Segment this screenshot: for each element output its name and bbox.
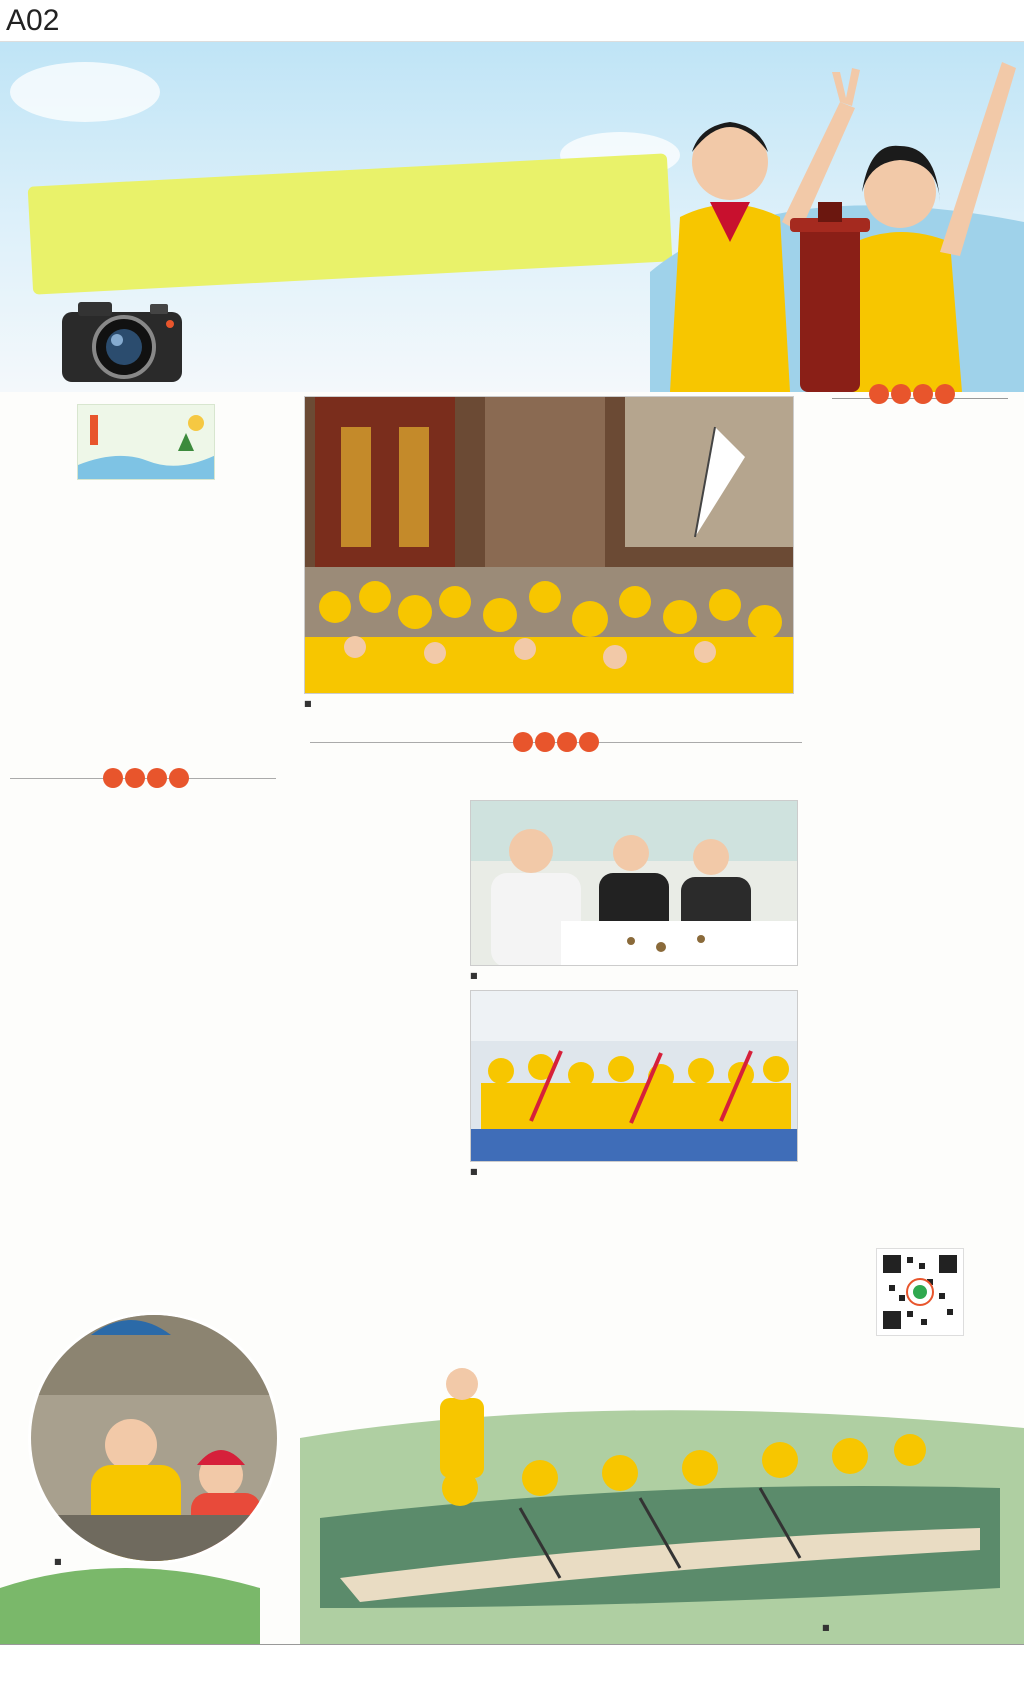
photo-spring <box>28 1312 280 1564</box>
lead-text <box>8 490 274 708</box>
story-body-youth-col2 <box>326 1190 456 1320</box>
story-body-routes <box>822 464 1014 1182</box>
page-number: A02 <box>6 4 60 37</box>
camera-icon <box>52 290 192 388</box>
headline-banner <box>0 42 1024 392</box>
students-photo <box>650 42 1024 392</box>
headline-highlight <box>28 153 673 294</box>
story-tag <box>102 768 190 792</box>
story-body-classroom-col1 <box>8 824 134 1264</box>
photo-spring-art <box>31 1315 280 1564</box>
caption-ancestral-hall <box>304 698 314 709</box>
caption-dragon-boat-class <box>470 1166 480 1177</box>
photo-dragon-boat-class <box>470 990 798 1162</box>
photo-craft-art <box>471 801 798 966</box>
caption-spring <box>54 1556 64 1567</box>
qr-code[interactable] <box>876 1248 964 1336</box>
photo-ancestral-hall-art <box>305 397 794 694</box>
story-tag <box>868 384 956 408</box>
story-tag <box>512 732 600 756</box>
masthead <box>0 0 1024 42</box>
footer-info <box>0 1644 1024 1681</box>
photo-craft <box>470 800 798 966</box>
photo-dragon-boat-class-art <box>471 991 798 1162</box>
story-body-youth-col3 <box>468 1190 598 1320</box>
brand-logo <box>77 404 215 480</box>
photo-ancestral-hall <box>304 396 794 694</box>
caption-dragon-boat <box>822 1622 832 1633</box>
caption-craft <box>470 970 480 981</box>
brand-logo-art <box>78 405 215 480</box>
cloud <box>10 62 160 122</box>
story-body-classroom-col2 <box>146 824 272 1284</box>
qr-code-icon <box>877 1249 963 1335</box>
story-body-youth-col4 <box>610 1190 810 1320</box>
